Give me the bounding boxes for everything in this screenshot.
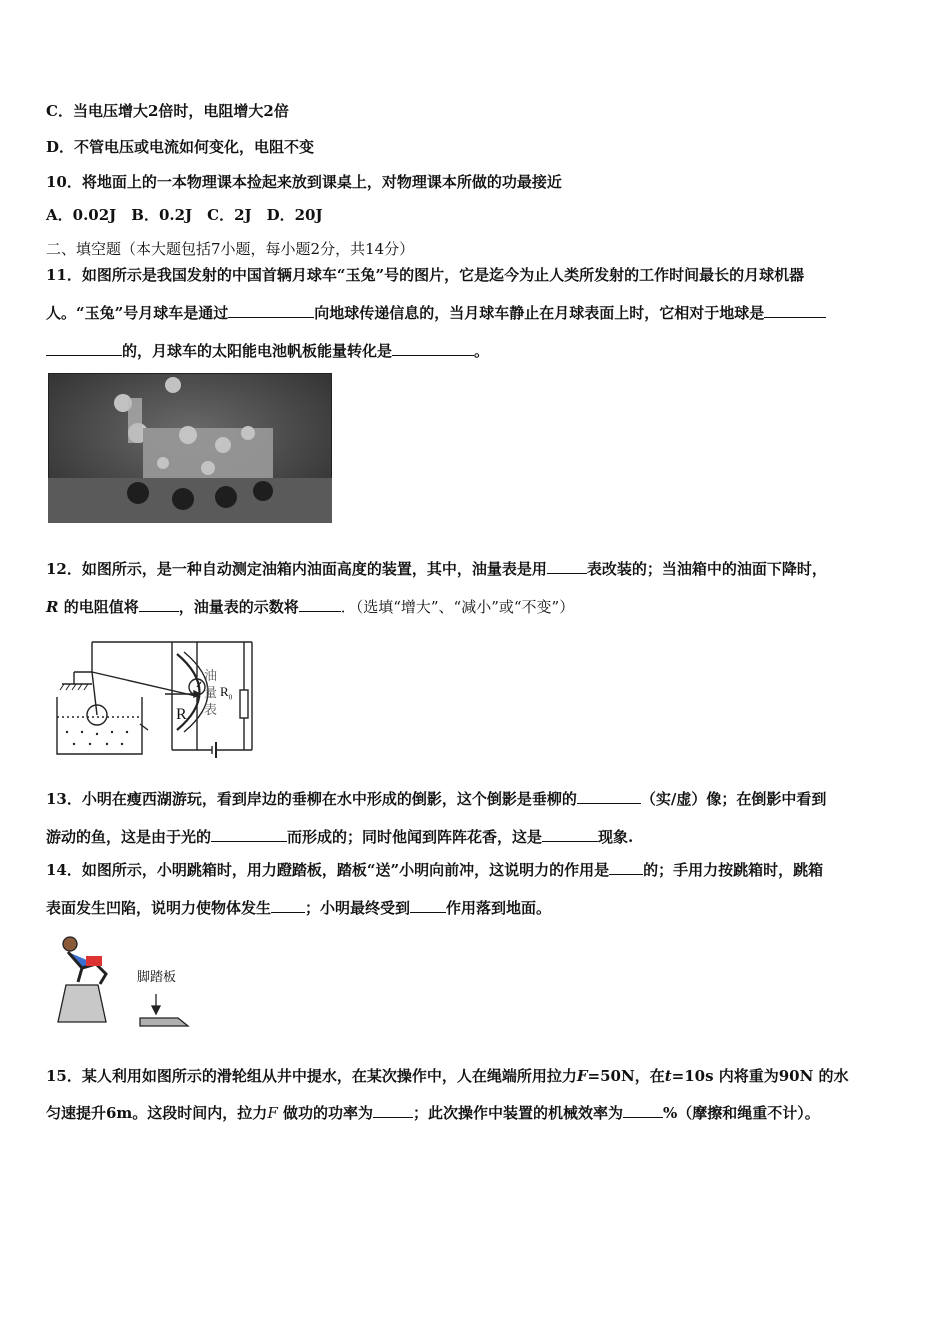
- blank[interactable]: [577, 788, 641, 804]
- blank[interactable]: [410, 897, 446, 913]
- blank[interactable]: [228, 302, 314, 318]
- r-label: R: [176, 706, 187, 723]
- lunar-rover-photo: [48, 373, 332, 523]
- question-12-line1: 12．如图所示，是一种自动测定油箱内油面高度的装置，其中，油量表是用 表改装的；当油箱中的油面下降时，: [46, 560, 827, 578]
- question-10: 10．将地面上的一本物理课本捡起来放到课桌上，对物理课本所做的功最接近: [46, 173, 562, 191]
- blank[interactable]: [373, 1102, 413, 1118]
- blank[interactable]: [623, 1102, 663, 1118]
- question-15-line2: 匀速提升6m。这段时间内，拉力F 做功的功率为 ；此次操作中装置的机械效率为 %（摩擦和绳重不计）。: [46, 1104, 820, 1122]
- oil-gauge-circuit: [52, 632, 272, 767]
- question-11-line1: 11．如图所示是我国发射的中国首辆月球车“玉兔”号的图片，它是迄今为止人类所发射的工作时间最长的月球机器: [46, 266, 805, 284]
- question-14-line1: 14．如图所示，小明跳箱时，用力蹬踏板，踏板“送”小明向前冲，这说明力的作用是 的；手用力按跳箱时，跳箱: [46, 861, 824, 879]
- blank[interactable]: [271, 897, 305, 913]
- blank[interactable]: [299, 596, 341, 612]
- pedal-label: 脚踏板: [137, 970, 177, 985]
- blank[interactable]: [764, 302, 826, 318]
- blank[interactable]: [547, 558, 587, 574]
- blank[interactable]: [392, 340, 474, 356]
- blank[interactable]: [139, 596, 179, 612]
- blank[interactable]: [609, 859, 643, 875]
- option-c: C．当电压增大2倍时，电阻增大2倍: [46, 102, 289, 120]
- question-11-line3: 的，月球车的太阳能电池帆板能量转化是 。: [46, 340, 489, 361]
- blank[interactable]: [542, 826, 598, 842]
- option-d: D．不管电压或电流如何变化，电阻不变: [46, 138, 315, 156]
- blank[interactable]: [211, 826, 287, 842]
- question-12-line2: R 的电阻值将 ，油量表的示数将 ．（选填“增大”、“减小”或“不变”）: [46, 598, 575, 616]
- question-13-line2: 游动的鱼，这是由于光的 而形成的；同时他闻到阵阵花香，这是 现象.: [46, 828, 634, 846]
- question-10-options: A．0.02J B．0.2J C．2J D．20J: [46, 206, 323, 224]
- blank[interactable]: [46, 340, 122, 356]
- question-15-line1: 15．某人利用如图所示的滑轮组从井中提水，在某次操作中，人在绳端所用拉力F=50N，在t=10s 内将重为90N 的水: [46, 1067, 849, 1085]
- question-11-line2: 人。“玉兔”号月球车是通过 向地球传递信息的，当月球车静止在月球表面上时，它相对于地球是: [46, 302, 826, 323]
- section-heading: 二、填空题（本大题包括7小题，每小题2分，共14分）: [46, 240, 415, 258]
- oil-meter-label: 油 量 表: [204, 669, 218, 718]
- question-13-line1: 13．小明在瘦西湖游玩，看到岸边的垂柳在水中形成的倒影，这个倒影是垂柳的 （实/虚）像；在倒影中看到: [46, 790, 827, 808]
- r0-label: $R_0$: [220, 684, 233, 702]
- question-14-line2: 表面发生凹陷，说明力使物体发生 ；小明最终受到 作用落到地面。: [46, 899, 552, 917]
